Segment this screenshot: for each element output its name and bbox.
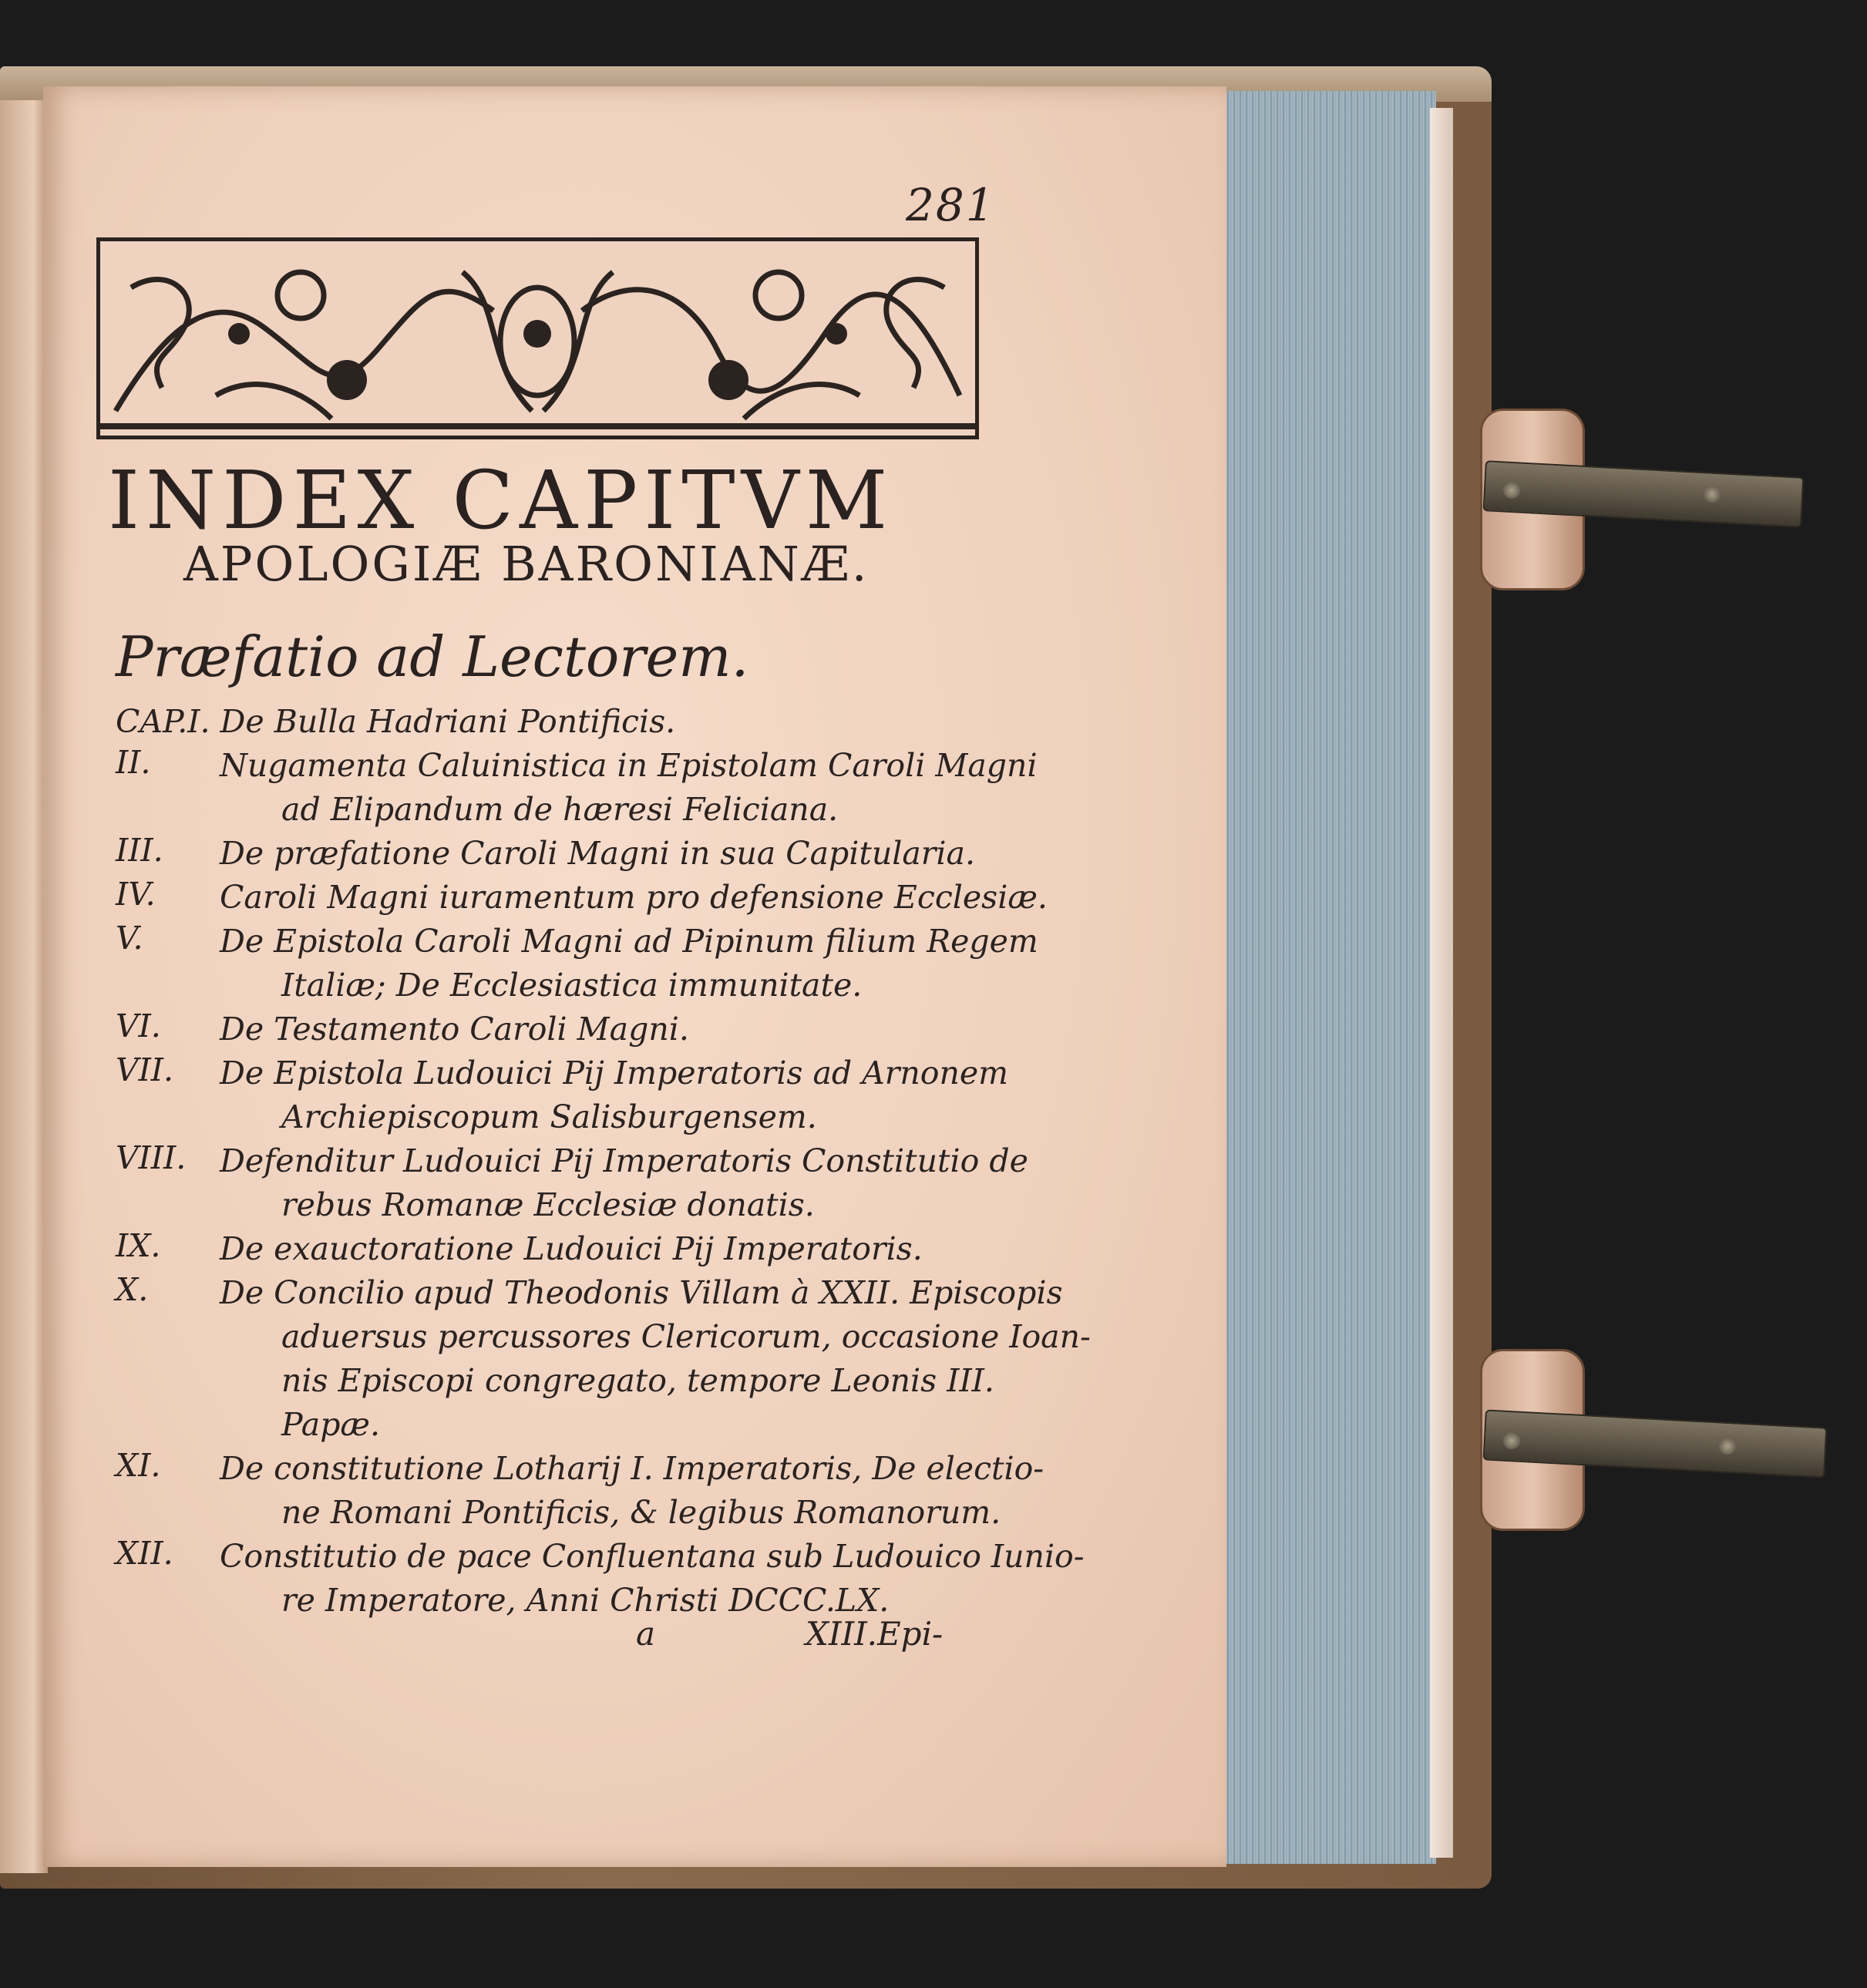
chapter-entry-line: rebus Romanæ Ecclesiæ donatis.	[281, 1186, 815, 1223]
chapter-number: III.	[116, 832, 163, 869]
chapter-entry-line: Papæ.	[281, 1406, 381, 1443]
chapter-entry-line: Constitutio de pace Confluentana sub Ludouico Iunio-	[220, 1538, 1085, 1575]
chapter-number: IV.	[116, 876, 156, 913]
chapter-entry-line: re Imperatore, Anni Christi DCCC.LX.	[281, 1582, 890, 1619]
chapter-entry-line: De Testamento Caroli Magni.	[220, 1011, 689, 1048]
chapter-number: VI.	[116, 1007, 161, 1044]
chapter-number: II.	[116, 744, 151, 781]
chapter-entry	[116, 1271, 1091, 1447]
chapter-entry-line: De exauctoratione Ludouici Pij Imperatoris.	[220, 1230, 923, 1267]
chapter-entry-line: Italiæ; De Ecclesiastica immunitate.	[281, 967, 863, 1004]
page-fore-edge	[1222, 91, 1436, 1864]
chapter-entry	[116, 1535, 1085, 1623]
chapter-number: X.	[116, 1271, 149, 1308]
chapter-entry-line: CAP.I. De Bulla Hadriani Pontificis.	[116, 703, 676, 740]
chapter-entry-line: Caroli Magni iuramentum pro defensione Ecclesiæ.	[220, 879, 1048, 916]
woodcut-headpiece	[96, 237, 979, 439]
chapter-index-list	[116, 700, 1091, 1623]
chapter-entry-line: De præfatione Caroli Magni in sua Capitularia.	[220, 835, 975, 872]
page-subtitle: APOLOGIÆ BARONIANÆ.	[183, 536, 870, 592]
chapter-number: V.	[116, 920, 143, 957]
chapter-entry	[116, 1007, 987, 1051]
chapter-entry-line: aduersus percussores Clericorum, occasione Ioan-	[281, 1318, 1091, 1355]
chapter-entry	[116, 744, 1038, 832]
page-number: 281	[906, 179, 996, 231]
chapter-entry	[116, 920, 1038, 1007]
chapter-entry-line: ne Romani Pontificis, & legibus Romanorum.	[281, 1494, 1001, 1531]
chapter-number: VIII.	[116, 1139, 187, 1176]
chapter-entry-line: Defenditur Ludouici Pij Imperatoris Constitutio de	[220, 1142, 1028, 1179]
page-title: INDEX CAPITVM	[108, 453, 894, 547]
chapter-entry	[116, 1051, 1009, 1139]
chapter-entry	[116, 1139, 1028, 1227]
chapter-entry-line: nis Episcopi congregato, tempore Leonis III.	[281, 1362, 994, 1399]
chapter-entry	[116, 876, 1048, 920]
chapter-number: IX.	[116, 1227, 161, 1264]
chapter-entry-line: Nugamenta Caluinistica in Epistolam Caroli Magni	[220, 747, 1038, 784]
chapter-entry-line: De Epistola Caroli Magni ad Pipinum filium Regem	[220, 923, 1038, 960]
chapter-entry	[116, 700, 987, 744]
chapter-entry-line: Archiepiscopum Salisburgensem.	[281, 1098, 817, 1135]
chapter-entry-line: ad Elipandum de hæresi Feliciana.	[281, 791, 839, 828]
left-page-edge	[0, 100, 48, 1873]
chapter-entry-line: De Epistola Ludouici Pij Imperatoris ad Arnonem	[220, 1055, 1009, 1092]
chapter-entry-line: De Concilio apud Theodonis Villam à XXII. Episcopis	[220, 1274, 1063, 1311]
page-fore-edge-highlight	[1430, 108, 1453, 1858]
signature-mark: a	[636, 1615, 656, 1653]
chapter-entry	[116, 1227, 987, 1271]
preface-heading: Præfatio ad Lectorem.	[116, 624, 749, 689]
chapter-entry-line: De constitutione Lotharij I. Imperatoris, De electio-	[220, 1450, 1045, 1487]
chapter-entry	[116, 832, 987, 876]
chapter-number: XII.	[116, 1535, 173, 1572]
catchword: XIII.Epi-	[806, 1615, 944, 1653]
chapter-entry	[116, 1447, 1045, 1535]
chapter-number: VII.	[116, 1051, 174, 1088]
chapter-number: XI.	[116, 1447, 161, 1484]
